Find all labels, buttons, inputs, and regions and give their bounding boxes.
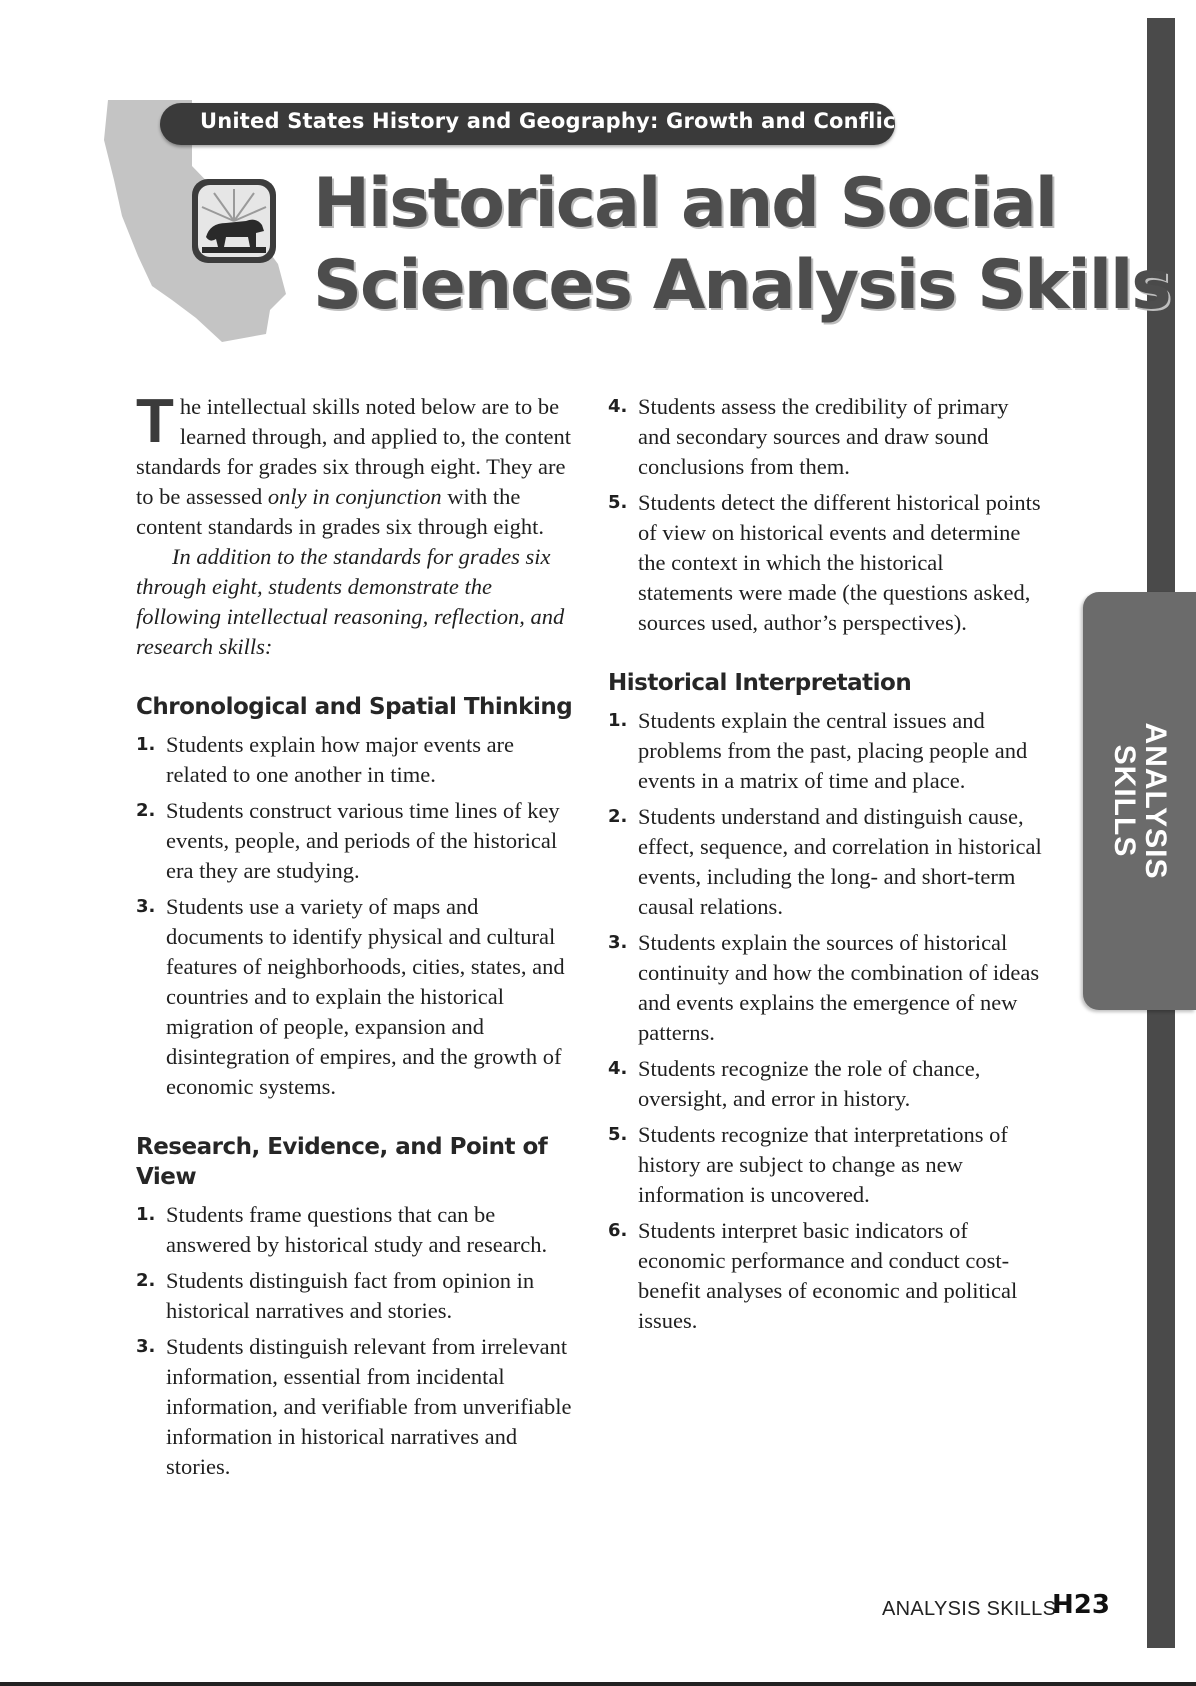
item-text: Students recognize that interpretations of history are subject to change as new information is uncovered. [638,1122,1008,1207]
title-line2: Sciences Analysis Skills [313,246,1170,325]
item-text: Students explain how major events are related to one another in time. [166,732,515,787]
title-line1: Historical and Social [313,164,1057,243]
california-bear-seal-icon [190,177,278,265]
list-item [136,796,576,886]
item-number: 3. [136,896,156,917]
item-number: 1. [608,710,628,731]
chronological-list [136,730,576,1102]
list-item [608,1054,1043,1114]
item-text: Students frame questions that can be answered by historical study and research. [166,1202,548,1257]
item-number: 5. [608,1124,628,1145]
interpretation-list [608,706,1043,1336]
item-text: Students recognize the role of chance, oversight, and error in history. [638,1056,981,1111]
item-text: Students explain the sources of historical continuity and how the combination of ideas and events explains the emergence of new patterns. [638,930,1040,1045]
item-text: Students understand and distinguish cause, effect, sequence, and correlation in historical events, including the long- and short-term causal relations. [638,804,1042,919]
item-text: Students distinguish relevant from irrelevant information, essential from incidental information, and verifiable from unverifiable information in historical narratives and stories. [166,1334,572,1479]
item-number: 1. [136,1204,156,1225]
intro-text-a: he intellectual skills noted below are to be learned through, and applied to, the content standards for grades six through eight. They are to be assessed [136,394,571,509]
analysis-skills-tab[interactable] [1083,592,1196,1010]
drop-cap: T [136,387,174,456]
intro-emphasis: only in conjunction [267,484,442,509]
page-number: H23 [1052,1590,1110,1620]
header-banner [160,103,906,145]
section-heading-interpretation: Historical Interpretation [608,670,912,696]
list-item [608,392,1043,482]
list-item [608,488,1043,638]
list-item [136,1332,576,1482]
list-item [136,730,576,790]
footer-section-label: ANALYSIS SKILLS [882,1598,1057,1620]
intro-paragraph-2: In addition to the standards for grades six through eight, students demonstrate the following intellectual reasoning, reflection, and research skills: [136,544,565,659]
research-list-continued [608,392,1043,638]
bottom-rule [0,1682,1196,1686]
side-tab-line1: ANALYSIS [1138,722,1172,880]
item-number: 5. [608,492,628,513]
left-column [136,387,576,1488]
item-number: 1. [136,734,156,755]
item-number: 3. [136,1336,156,1357]
side-tab-label [1109,723,1171,880]
item-text: Students use a variety of maps and documents to identify physical and cultural features of neighborhoods, cities, states, and countries and to explain the historical migration of people, expansion and disintegration of empires, and the growth of economic systems. [166,894,565,1099]
item-number: 4. [608,396,628,417]
item-number: 2. [608,806,628,827]
list-item [608,1216,1043,1336]
side-tab-line2: SKILLS [1107,744,1141,858]
banner-text: United States History and Geography: Growth and Conflict [200,109,906,133]
list-item [608,706,1043,796]
item-text: Students distinguish fact from opinion in historical narratives and stories. [166,1268,535,1323]
section-heading-chronological: Chronological and Spatial Thinking [136,694,573,720]
section-heading-research: Research, Evidence, and Point of View [136,1134,548,1190]
intro-paragraph [136,387,576,542]
item-text: Students detect the different historical points of view on historical events and determine the context in which the historical statements were made (the questions asked, sources used, author’s perspectives). [638,490,1041,635]
list-item [608,928,1043,1048]
list-item [608,1120,1043,1210]
item-text: Students explain the central issues and problems from the past, placing people and events in a matrix of time and place. [638,708,1028,793]
intro-text-b: with the content standards in grades six through eight. [136,484,545,539]
item-number: 2. [136,1270,156,1291]
item-text: Students interpret basic indicators of economic performance and conduct cost-benefit analyses of economic and political issues. [638,1218,1018,1333]
item-number: 3. [608,932,628,953]
item-text: Students construct various time lines of key events, people, and periods of the historical era they are studying. [166,798,560,883]
list-item [136,1266,576,1326]
page-title [313,163,1170,327]
right-column [608,392,1043,1342]
list-item [136,892,576,1102]
research-list [136,1200,576,1482]
item-number: 2. [136,800,156,821]
item-text: Students assess the credibility of primary and secondary sources and draw sound conclusions from them. [638,394,1009,479]
list-item [136,1200,576,1260]
item-number: 6. [608,1220,628,1241]
list-item [608,802,1043,922]
item-number: 4. [608,1058,628,1079]
